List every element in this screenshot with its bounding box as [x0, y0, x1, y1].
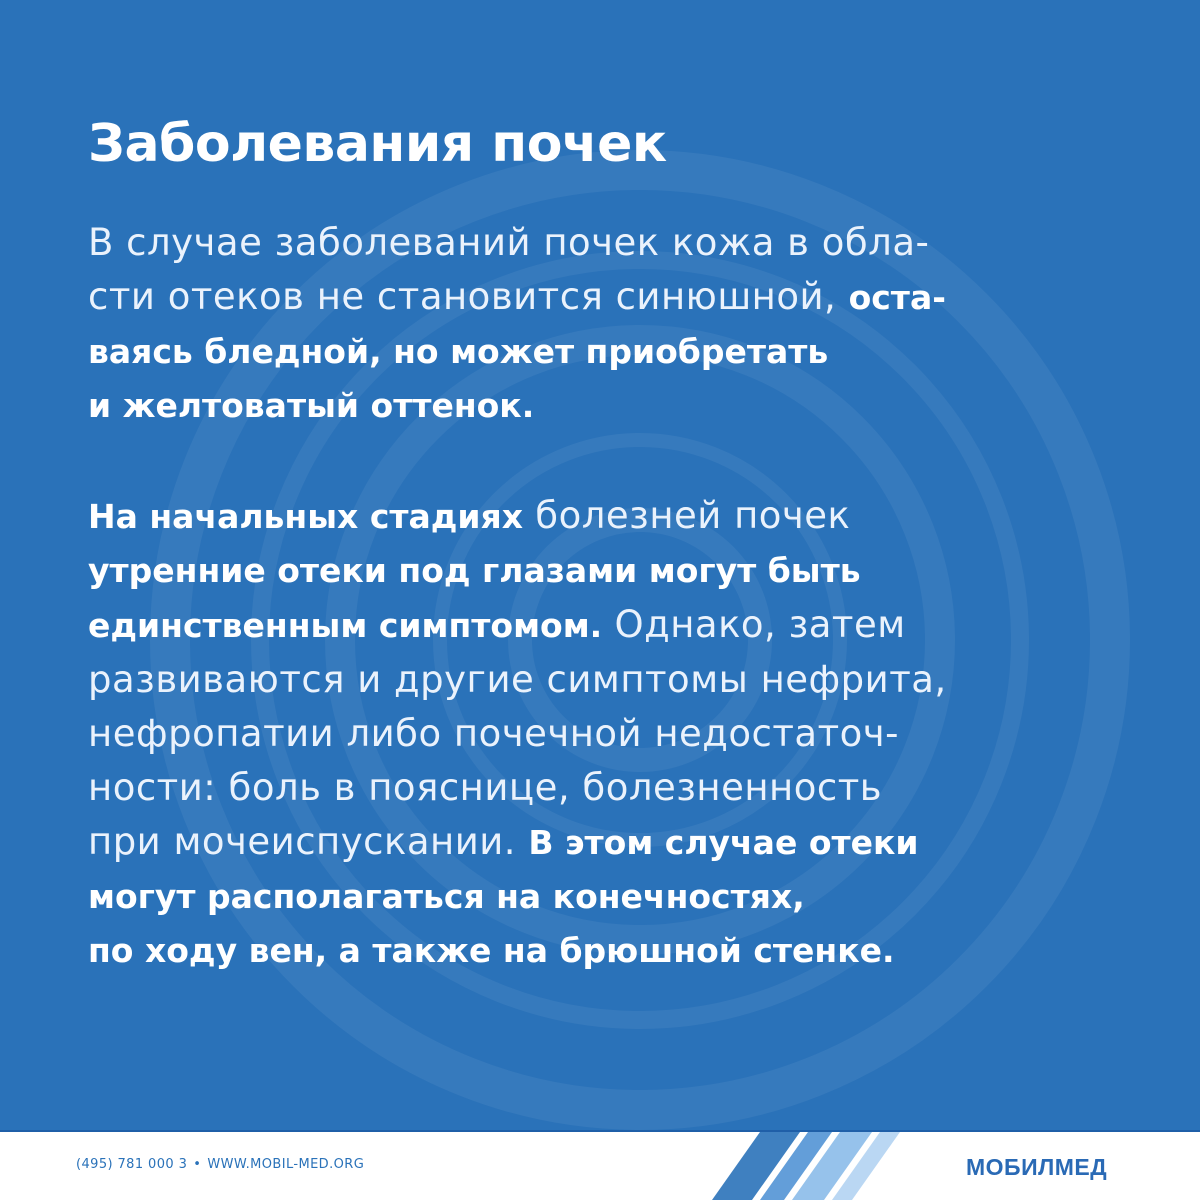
text-line: Однако, затем [602, 603, 906, 646]
paragraph-kidney-skin [88, 216, 1148, 433]
text-line-bold: ваясь бледной, но может приобретать [88, 332, 829, 371]
text-line: сти отеков не становится синюшной, [88, 275, 849, 318]
text-line: ности: боль в пояснице, болезненность [88, 766, 883, 809]
text-line-bold: могут располагаться на конечностях, [88, 877, 805, 916]
text-line-bold: по ходу вен, а также на брюшной стенке. [88, 931, 895, 970]
text-line: развиваются и другие симптомы нефрита, [88, 658, 947, 701]
text-line: В случае заболеваний почек кожа в обла- [88, 221, 930, 264]
text-line-bold: На начальных стадиях [88, 497, 524, 536]
phone-number[interactable]: (495) 781 000 3 [76, 1157, 188, 1172]
text-line: болезней почек [523, 494, 851, 537]
main-content [88, 114, 1148, 978]
text-line: нефропатии либо почечной недостаточ- [88, 712, 899, 755]
text-line-bold: единственным симптомом. [88, 606, 603, 645]
page-title: Заболевания почек [88, 114, 667, 174]
paragraph-early-stages [88, 489, 1148, 978]
text-line-bold: утренние отеки под глазами могут быть [88, 551, 861, 590]
separator-dot: • [193, 1157, 202, 1172]
text-line-bold: и желтоватый оттенок. [88, 386, 535, 425]
website-link[interactable]: WWW.MOBIL-MED.ORG [207, 1157, 365, 1172]
brand-logo[interactable]: МОБИЛМЕД [966, 1154, 1108, 1180]
text-line-bold: оста- [848, 278, 946, 317]
footer-contacts [76, 1157, 364, 1172]
text-line: при мочеиспускании. [88, 820, 529, 863]
text-line-bold: В этом случае отеки [528, 823, 919, 862]
footer [0, 1132, 1200, 1200]
